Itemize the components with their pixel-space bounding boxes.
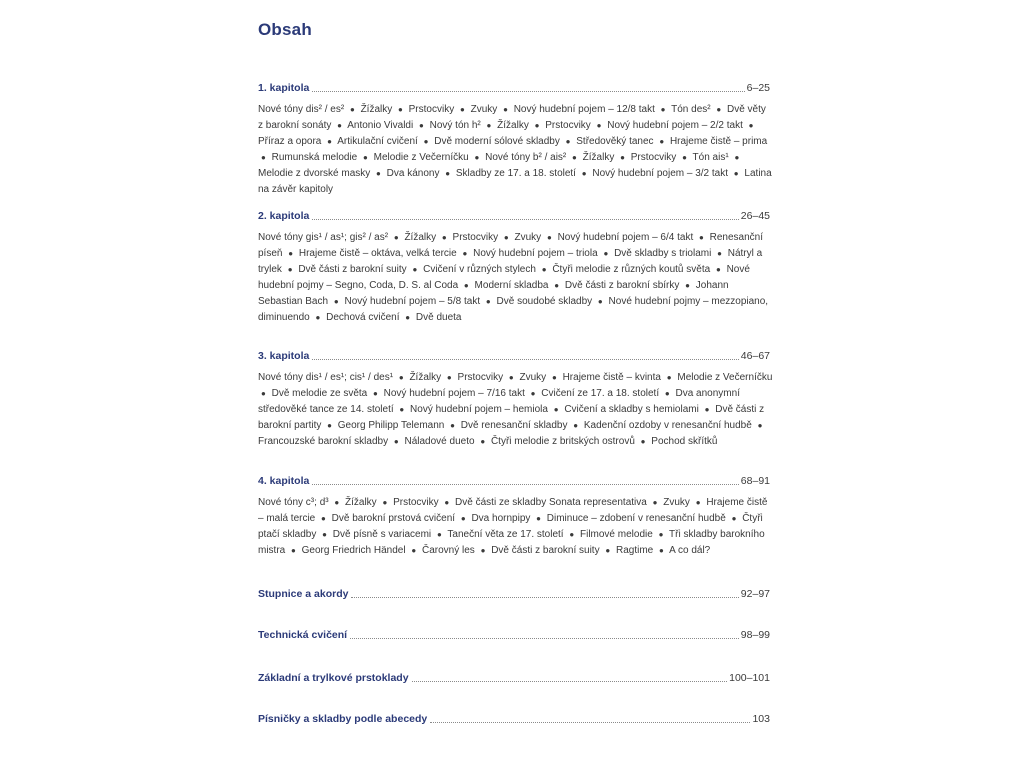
bullet-separator-icon: ●: [423, 137, 429, 146]
bullet-separator-icon: ●: [573, 421, 579, 430]
bullet-separator-icon: ●: [603, 249, 609, 258]
bullet-separator-icon: ●: [462, 249, 468, 258]
bullet-separator-icon: ●: [640, 437, 646, 446]
toc-item: Nové hudební pojmy – Segno, Coda, D. S. al Coda: [258, 264, 750, 291]
section-pages: 100–101: [729, 672, 770, 684]
bullet-separator-icon: ●: [569, 530, 575, 539]
bullet-separator-icon: ●: [699, 233, 704, 242]
toc-item: Dva anonymní středověké tance ze 14. století: [258, 388, 740, 415]
bullet-separator-icon: ●: [605, 546, 611, 555]
leader-dots: [350, 637, 739, 639]
toc-item: Melodie z dvorské masky: [258, 168, 371, 179]
toc-item: Tón ais¹: [692, 152, 729, 163]
toc-item: Nový hudební pojem – 5/8 takt: [344, 296, 481, 307]
bullet-separator-icon: ●: [480, 437, 486, 446]
chapter-4-contents: [258, 495, 773, 559]
toc-item: Nové hudební pojmy – mezzopiano, diminuendo: [258, 296, 769, 323]
toc-item: Artikulační cvičení: [337, 136, 418, 147]
bullet-separator-icon: ●: [664, 389, 670, 398]
leader-dots: [312, 483, 738, 485]
bullet-separator-icon: ●: [459, 105, 465, 114]
bullet-separator-icon: ●: [399, 405, 405, 414]
toc-item: Nový hudební pojem – 7/16 takt: [383, 388, 525, 399]
bullet-separator-icon: ●: [376, 169, 381, 178]
bullet-separator-icon: ●: [534, 121, 540, 130]
section-pages: 103: [752, 713, 770, 725]
toc-item: Dvě části z barokní suity: [491, 545, 600, 556]
leader-dots: [312, 90, 744, 92]
toc-item: Zvuky: [470, 104, 498, 115]
toc-item: Dvě moderní sólové skladby: [434, 136, 560, 147]
bullet-separator-icon: ●: [546, 233, 552, 242]
toc-item: Cvičení v různých stylech: [423, 264, 536, 275]
bullet-separator-icon: ●: [419, 121, 424, 130]
bullet-separator-icon: ●: [572, 153, 577, 162]
toc-item: Žížalky: [360, 104, 393, 115]
bullet-separator-icon: ●: [363, 153, 368, 162]
bullet-separator-icon: ●: [553, 405, 559, 414]
bullet-separator-icon: ●: [287, 265, 293, 274]
bullet-separator-icon: ●: [554, 281, 560, 290]
bullet-separator-icon: ●: [412, 265, 418, 274]
toc-item: Filmové melodie: [579, 529, 653, 540]
toc-item: Dvě písně s variacemi: [332, 529, 432, 540]
bullet-separator-icon: ●: [733, 169, 739, 178]
toc-item: Nové tóny b² / ais²: [485, 152, 567, 163]
toc-item: Žížalky: [345, 497, 377, 508]
bullet-separator-icon: ●: [261, 389, 266, 398]
toc-item: Rumunská melodie: [271, 152, 358, 163]
toc-item: Prstocviky: [393, 497, 439, 508]
toc-item: Dvě části ze skladby Sonata representativa: [455, 497, 647, 508]
toc-item: Skladby ze 17. a 18. století: [455, 168, 576, 179]
toc-item: Dvě části z barokní suity: [298, 264, 407, 275]
section-label: Technická cvičení: [258, 629, 348, 641]
toc-item: Hrajeme čistě – malá tercie: [258, 497, 768, 524]
section-label: Základní a trylkové prstoklady: [258, 672, 409, 684]
bullet-separator-icon: ●: [659, 546, 664, 555]
toc-item: Nový hudební pojem – triola: [473, 248, 598, 259]
bullet-separator-icon: ●: [322, 530, 327, 539]
toc-item: Nový hudební pojem – 3/2 takt: [592, 168, 729, 179]
bullet-separator-icon: ●: [508, 373, 514, 382]
toc-item: Cvičení ze 17. a 18. století: [541, 388, 660, 399]
chapter-label: 4. kapitola: [258, 475, 310, 487]
bullet-separator-icon: ●: [405, 313, 411, 322]
toc-item: Tři skladby barokního mistra: [258, 529, 765, 556]
leader-dots: [351, 596, 738, 598]
toc-item: Nové tóny gis¹ / as¹; gis² / as²: [258, 232, 389, 243]
bullet-separator-icon: ●: [373, 389, 378, 398]
bullet-separator-icon: ●: [731, 514, 737, 523]
bullet-separator-icon: ●: [486, 121, 492, 130]
toc-item: Georg Philipp Telemann: [337, 420, 445, 431]
toc-item: Melodie z Večerníčku: [677, 372, 773, 383]
bullet-separator-icon: ●: [695, 498, 701, 507]
toc-item: Dvě části z barokní sbírky: [564, 280, 680, 291]
toc-item: Dvě barokní prstová cvičení: [331, 513, 456, 524]
toc-item: Nový hudební pojem – hemiola: [410, 404, 548, 415]
bullet-separator-icon: ●: [334, 498, 340, 507]
bullet-separator-icon: ●: [551, 373, 557, 382]
bullet-separator-icon: ●: [327, 421, 332, 430]
chapter-1-contents: [258, 102, 773, 198]
toc-item: Johann Sebastian Bach: [258, 280, 729, 307]
bullet-separator-icon: ●: [685, 281, 690, 290]
toc-item: Nátryl a trylek: [258, 248, 763, 275]
bullet-separator-icon: ●: [620, 153, 625, 162]
section-pisnicky: [258, 713, 770, 726]
toc-item: Dechová cvičení: [326, 312, 400, 323]
toc-item: Dvě soudobé skladby: [496, 296, 593, 307]
bullet-separator-icon: ●: [597, 297, 603, 306]
toc-item: Hrajeme čistě – prima: [669, 136, 768, 147]
bullet-separator-icon: ●: [757, 421, 763, 430]
bullet-separator-icon: ●: [485, 297, 491, 306]
toc-item: Dvě dueta: [415, 312, 462, 323]
bullet-separator-icon: ●: [660, 105, 666, 114]
toc-item: Hrajeme čistě – oktáva, velká tercie: [298, 248, 457, 259]
toc-item: Taneční věta ze 17. století: [447, 529, 564, 540]
leader-dots: [430, 721, 750, 723]
toc-item: Prstocviky: [630, 152, 677, 163]
toc-item: Hrajeme čistě – kvinta: [562, 372, 661, 383]
bullet-separator-icon: ●: [288, 249, 294, 258]
chapter-1-heading: [258, 82, 770, 95]
chapter-3-contents: [258, 370, 773, 450]
toc-item: Prstocviky: [457, 372, 504, 383]
chapter-pages: 68–91: [740, 475, 770, 487]
toc-item: Dvě věty z barokní sonáty: [258, 104, 766, 131]
bullet-separator-icon: ●: [315, 313, 321, 322]
toc-item: Tón des²: [671, 104, 711, 115]
chapter-4-heading: [258, 475, 770, 488]
bullet-separator-icon: ●: [450, 421, 455, 430]
bullet-separator-icon: ●: [382, 498, 388, 507]
bullet-separator-icon: ●: [474, 153, 480, 162]
toc-item: Nové tóny c³; d³: [258, 497, 329, 508]
toc-item: Moderní skladba: [474, 280, 549, 291]
bullet-separator-icon: ●: [261, 153, 266, 162]
toc-item: Antonio Vivaldi: [347, 120, 414, 131]
bullet-separator-icon: ●: [327, 137, 332, 146]
toc-item: Prstocviky: [408, 104, 455, 115]
chapter-label: 3. kapitola: [258, 350, 310, 362]
leader-dots: [412, 680, 728, 682]
toc-item: Kadenční ozdoby v renesanční hudbě: [583, 420, 752, 431]
toc-item: Prstocviky: [452, 232, 499, 243]
bullet-separator-icon: ●: [704, 405, 710, 414]
bullet-separator-icon: ●: [717, 249, 722, 258]
bullet-separator-icon: ●: [503, 233, 509, 242]
toc-item: Renesanční píseň: [258, 232, 763, 259]
toc-item: Francouzské barokní skladby: [258, 436, 389, 447]
toc-item: Čtyři ptačí skladby: [258, 513, 763, 540]
toc-item: Melodie z Večerníčku: [373, 152, 469, 163]
leader-dots: [312, 218, 738, 220]
toc-item: Zvuky: [519, 372, 547, 383]
toc-item: Dvě melodie ze světa: [271, 388, 368, 399]
bullet-separator-icon: ●: [463, 281, 469, 290]
chapter-pages: 26–45: [740, 210, 770, 222]
chapter-label: 2. kapitola: [258, 210, 310, 222]
bullet-separator-icon: ●: [716, 105, 722, 114]
toc-item: Georg Friedrich Händel: [301, 545, 406, 556]
chapter-pages: 6–25: [746, 82, 770, 94]
toc-item: Žížalky: [582, 152, 615, 163]
chapter-2-heading: [258, 210, 770, 223]
toc-item: Nové tóny dis² / es²: [258, 104, 345, 115]
section-technicka-cviceni: [258, 629, 770, 642]
toc-item: Čtyři melodie z britských ostrovů: [490, 436, 635, 447]
bullet-separator-icon: ●: [565, 137, 571, 146]
toc-item: Nové tóny dis¹ / es¹; cis¹ / des¹: [258, 372, 394, 383]
bullet-separator-icon: ●: [682, 153, 687, 162]
bullet-separator-icon: ●: [445, 169, 451, 178]
toc-item: Cvičení a skladby s hemiolami: [564, 404, 699, 415]
toc-item: Pochod skřítků: [651, 436, 718, 447]
toc-item: Žížalky: [497, 120, 529, 131]
bullet-separator-icon: ●: [446, 373, 452, 382]
bullet-separator-icon: ●: [581, 169, 587, 178]
toc-item: Čtyři melodie z různých koutů světa: [552, 264, 711, 275]
toc-item: Nový hudební pojem – 12/8 takt: [513, 104, 655, 115]
bullet-separator-icon: ●: [441, 233, 447, 242]
bullet-separator-icon: ●: [715, 265, 721, 274]
bullet-separator-icon: ●: [436, 530, 442, 539]
toc-item: Nový tón h²: [429, 120, 481, 131]
bullet-separator-icon: ●: [337, 121, 342, 130]
section-stupnice: [258, 588, 770, 601]
bullet-separator-icon: ●: [596, 121, 602, 130]
toc-item: Dva kánony: [386, 168, 440, 179]
toc-item: Zvuky: [663, 497, 690, 508]
chapter-2-contents: [258, 230, 773, 326]
toc-item: Nový hudební pojem – 2/2 takt: [607, 120, 743, 131]
bullet-separator-icon: ●: [393, 437, 399, 446]
section-pages: 98–99: [740, 629, 770, 641]
toc-item: Dvě renesanční skladby: [460, 420, 568, 431]
bullet-separator-icon: ●: [333, 297, 339, 306]
bullet-separator-icon: ●: [666, 373, 672, 382]
toc-item: Dvě části z barokní partity: [258, 404, 765, 431]
section-pages: 92–97: [740, 588, 770, 600]
toc-item: A co dál?: [669, 545, 711, 556]
bullet-separator-icon: ●: [734, 153, 740, 162]
bullet-separator-icon: ●: [658, 530, 664, 539]
bullet-separator-icon: ●: [503, 105, 508, 114]
bullet-separator-icon: ●: [349, 105, 355, 114]
toc-item: Diminuce – zdobení v renesanční hudbě: [546, 513, 726, 524]
toc-item: Dvě skladby s triolami: [614, 248, 712, 259]
toc-item: Žížalky: [404, 232, 437, 243]
toc-item: Dva hornpipy: [471, 513, 531, 524]
bullet-separator-icon: ●: [398, 373, 404, 382]
toc-item: Náladové dueto: [404, 436, 475, 447]
bullet-separator-icon: ●: [536, 514, 541, 523]
bullet-separator-icon: ●: [659, 137, 665, 146]
bullet-separator-icon: ●: [444, 498, 450, 507]
bullet-separator-icon: ●: [398, 105, 403, 114]
page-title: Obsah: [258, 20, 312, 39]
chapter-3-heading: [258, 350, 770, 363]
toc-item: Prstocviky: [545, 120, 591, 131]
toc-item: Latina na závěr kapitoly: [258, 168, 772, 195]
bullet-separator-icon: ●: [411, 546, 417, 555]
toc-item: Žížalky: [409, 372, 442, 383]
bullet-separator-icon: ●: [480, 546, 486, 555]
bullet-separator-icon: ●: [291, 546, 296, 555]
bullet-separator-icon: ●: [541, 265, 547, 274]
section-label: Stupnice a akordy: [258, 588, 349, 600]
section-prstoklady: [258, 672, 770, 685]
toc-item: Příraz a opora: [258, 136, 322, 147]
toc-item: Zvuky: [514, 232, 542, 243]
toc-item: Středověký tanec: [576, 136, 654, 147]
bullet-separator-icon: ●: [530, 389, 536, 398]
bullet-separator-icon: ●: [652, 498, 658, 507]
leader-dots: [312, 358, 738, 360]
toc-item: Nový hudební pojem – 6/4 takt: [557, 232, 694, 243]
bullet-separator-icon: ●: [460, 514, 466, 523]
bullet-separator-icon: ●: [321, 514, 326, 523]
toc-item: Ragtime: [615, 545, 654, 556]
chapter-pages: 46–67: [740, 350, 770, 362]
chapter-label: 1. kapitola: [258, 82, 310, 94]
bullet-separator-icon: ●: [748, 121, 754, 130]
toc-item: Čarovný les: [421, 545, 475, 556]
bullet-separator-icon: ●: [393, 233, 399, 242]
section-label: Písničky a skladby podle abecedy: [258, 713, 428, 725]
